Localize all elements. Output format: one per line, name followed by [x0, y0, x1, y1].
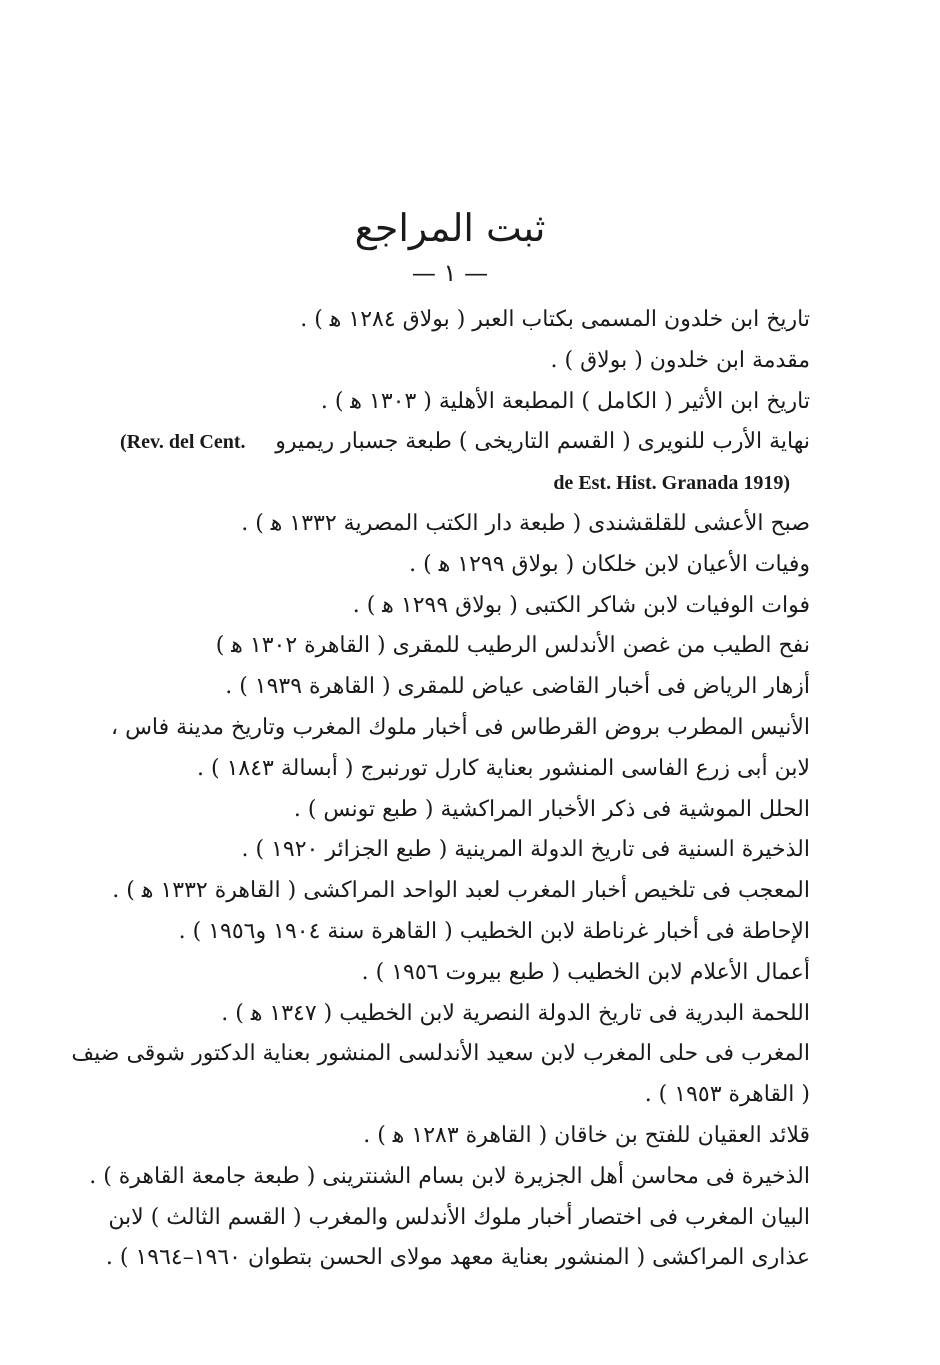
- reference-item: الإحاطة فى أخبار غرناطة لابن الخطيب ( القاهرة سنة ١٩٠٤ و١٩٥٦ ) .: [178, 918, 810, 944]
- reference-item: قلائد العقيان للفتح بن خاقان ( القاهرة ١٢٨٣ ﻫ ) .: [363, 1122, 810, 1148]
- reference-item: نفح الطيب من غصن الأندلس الرطيب للمقرى ( القاهرة ١٣٠٢ ﻫ ): [215, 633, 810, 659]
- reference-item: [105, 1198, 810, 1280]
- reference-item: [71, 1034, 810, 1116]
- reference-item: فوات الوفيات لابن شاكر الكتبى ( بولاق ١٢٩٩ ﻫ ) .: [352, 592, 810, 618]
- reference-text: نهاية الأرب للنويرى ( القسم التاريخى ) طبعة جسبار ريميرو: [275, 429, 810, 455]
- reference-item: تاريخ ابن الأثير ( الكامل ) المطبعة الأهلية ( ١٣٠٣ ﻫ ) .: [320, 388, 810, 414]
- reference-item: الذخيرة السنية فى تاريخ الدولة المرينية ( طبع الجزائر ١٩٢٠ ) .: [241, 837, 810, 863]
- reference-item: لابن أبى زرع الفاسى المنشور بعناية كارل تورنبرج ( أبسالة ١٨٤٣ ) .: [197, 755, 810, 781]
- page-title: ثبت المراجع: [354, 206, 546, 250]
- reference-item: المعجب فى تلخيص أخبار المغرب لعبد الواحد المراكشى ( القاهرة ١٣٣٢ ﻫ ) .: [112, 878, 810, 904]
- reference-latin: (Rev. del Cent.: [120, 431, 246, 454]
- reference-item: تاريخ ابن خلدون المسمى بكتاب العبر ( بولاق ١٢٨٤ ﻫ ) .: [300, 307, 810, 332]
- reference-item: الأنيس المطرب بروض القرطاس فى أخبار ملوك المغرب وتاريخ مدينة فاس ،: [110, 714, 810, 740]
- section-number: — ١ —: [411, 259, 489, 287]
- reference-item: أعمال الأعلام لابن الخطيب ( طبع بيروت ١٩٥٦ ) .: [361, 959, 810, 985]
- reference-item: الذخيرة فى محاسن أهل الجزيرة لابن بسام الشنترينى ( طبعة جامعة القاهرة ) .: [89, 1163, 810, 1189]
- reference-text: عذارى المراكشى ( المنشور بعناية معهد مولاى الحسن بتطوان ١٩٦٠–١٩٦٤ ) .: [105, 1245, 810, 1271]
- reference-item: صبح الأعشى للقلقشندى ( طبعة دار الكتب المصرية ١٣٣٢ ﻫ ) .: [241, 510, 810, 536]
- reference-item: مقدمة ابن خلدون ( بولاق ) .: [550, 347, 810, 373]
- reference-item: وفيات الأعيان لابن خلكان ( بولاق ١٢٩٩ ﻫ ) .: [409, 551, 810, 577]
- reference-text: المغرب فى حلى المغرب لابن سعيد الأندلسى المنشور بعناية الدكتور شوقى ضيف: [71, 1041, 810, 1067]
- reference-latin: de Est. Hist. Granada 1919): [553, 472, 790, 495]
- reference-text: البيان المغرب فى اختصار أخبار ملوك الأندلس والمغرب ( القسم الثالث ) لابن: [108, 1204, 810, 1230]
- reference-item: الحلل الموشية فى ذكر الأخبار المراكشية ( طبع تونس ) .: [293, 796, 810, 822]
- reference-item: اللحمة البدرية فى تاريخ الدولة النصرية لابن الخطيب ( ١٣٤٧ ﻫ ) .: [221, 1000, 810, 1026]
- reference-item: أزهار الرياض فى أخبار القاضى عياض للمقرى ( القاهرة ١٩٣٩ ) .: [225, 674, 810, 700]
- reference-item: [120, 422, 810, 504]
- references-list: [71, 300, 810, 1279]
- reference-text: ( القاهرة ١٩٥٣ ) .: [644, 1082, 810, 1108]
